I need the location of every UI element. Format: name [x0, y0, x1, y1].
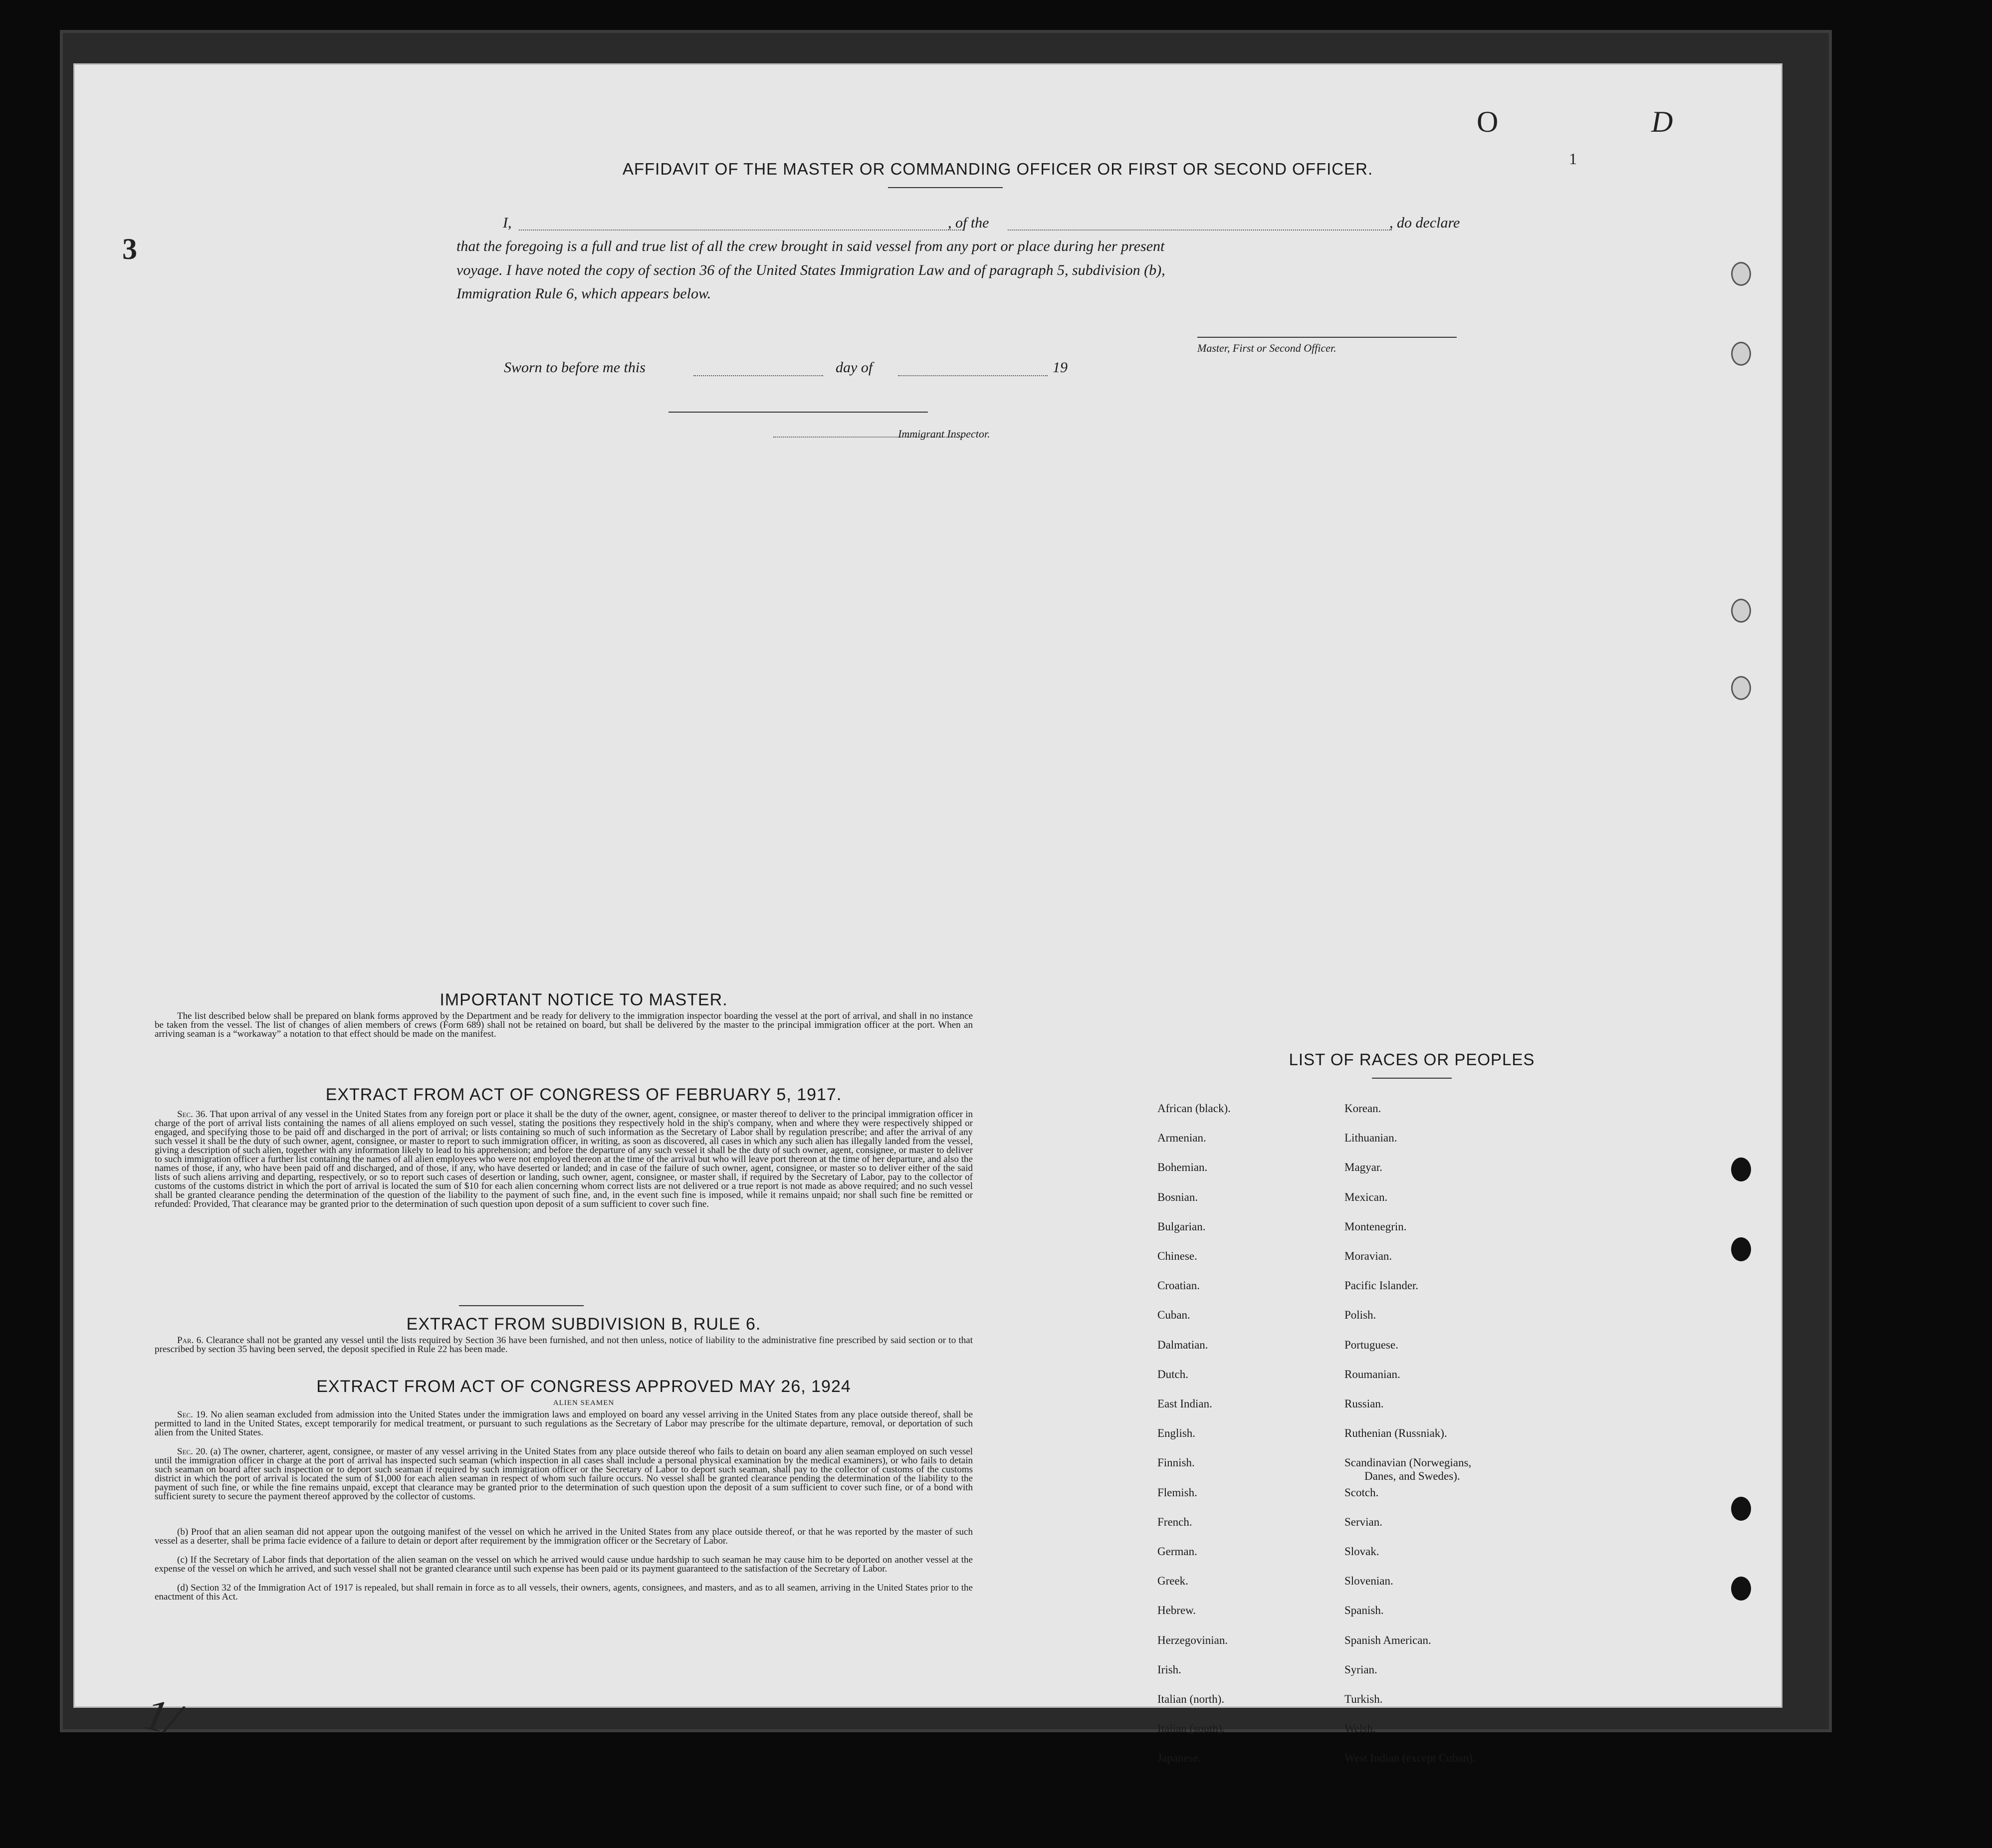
sec-20b-text: (b) Proof that an alien seaman did not appear upon the outgoing manifest of the vessel on which he arrived in the United States from any place outside thereof, or that he was reported by the master of such vessel as a deserter, shall be prima facie evidence of a failure to detain or deport after requirement by the immigration officer or the Secretary of Labor.: [155, 1527, 973, 1546]
race-label: Bosnian.: [1157, 1190, 1198, 1203]
race-item: [1157, 1426, 1195, 1440]
race-label: Bohemian.: [1157, 1161, 1208, 1174]
race-label: Spanish American.: [1344, 1633, 1431, 1646]
race-item: [1344, 1338, 1398, 1352]
race-item: [1344, 1426, 1447, 1440]
race-item: [1157, 1397, 1212, 1410]
race-label: Croatian.: [1157, 1279, 1200, 1292]
race-label: Magyar.: [1344, 1161, 1383, 1174]
race-label: Montenegrin.: [1344, 1220, 1407, 1233]
sec-20-label: Sec. 20.: [177, 1446, 208, 1457]
race-label: West Indian (except Cuban).: [1344, 1752, 1476, 1765]
par-6-text: Clearance shall not be granted any vessel until the lists required by Section 36 have been furnished, and not then unless, notice of liability to the administrative fine prescribed by said section or to that prescribed by section 35 having been served, the deposit specified in Rule 22 has been made.: [155, 1335, 973, 1355]
race-item: [1157, 1545, 1197, 1558]
race-label: Korean.: [1344, 1102, 1381, 1115]
subdivision-b-title: EXTRACT FROM SUBDIVISION B, RULE 6.: [406, 1315, 761, 1334]
sec-20c-text: (c) If the Secretary of Labor finds that deportation of the alien seaman on the vessel on which he arrived would cause undue hardship to such seaman he may cause him to be deported on another vessel at the expense of the vessel on which he arrived, and such vessel shall not be granted clearance until such expense has been paid or its payment guaranteed to the satisfaction of the Secretary of Labor.: [155, 1555, 973, 1574]
race-label: Italian (north).: [1157, 1693, 1225, 1705]
par-6-label: Par. 6.: [177, 1335, 204, 1346]
race-label: Roumanian.: [1344, 1368, 1400, 1381]
race-item: [1157, 1368, 1188, 1381]
race-label: Italian (south).: [1157, 1722, 1225, 1735]
race-label: English.: [1157, 1427, 1196, 1440]
race-label: Dutch.: [1157, 1368, 1188, 1381]
race-item: [1344, 1486, 1378, 1499]
race-item: [1344, 1515, 1382, 1529]
affidavit-line-1-start: I,: [503, 215, 512, 231]
race-item: [1157, 1160, 1207, 1174]
signature-label: Master, First or Second Officer.: [1197, 342, 1336, 354]
sworn-start: Sworn to before me this: [504, 359, 646, 376]
race-label: Scandinavian (Norwegians,: [1344, 1456, 1472, 1469]
race-label: Greek.: [1157, 1575, 1188, 1588]
race-label: Pacific Islander.: [1344, 1279, 1419, 1292]
binder-hole: [1731, 676, 1751, 700]
race-item: [1157, 1515, 1192, 1529]
race-label: Finnish.: [1157, 1456, 1195, 1469]
race-label: Cuban.: [1157, 1309, 1190, 1322]
race-item: [1344, 1604, 1384, 1617]
race-item: [1157, 1486, 1197, 1499]
races-title: LIST OF RACES OR PEOPLES: [1289, 1050, 1535, 1069]
affidavit-line-1-end: , do declare: [1389, 215, 1460, 231]
race-item: [1157, 1456, 1195, 1469]
sec-19-text: [155, 1410, 973, 1437]
race-item: [1344, 1190, 1387, 1204]
sworn-month-line: [898, 375, 1048, 376]
race-label: Moravian.: [1344, 1250, 1392, 1262]
race-item: [1157, 1338, 1208, 1352]
race-item: [1157, 1722, 1225, 1735]
race-item: [1344, 1722, 1376, 1735]
sec-19-body: No alien seaman excluded from admission into the United States under the immigration laws and employed on board any vessel arriving in the United States from any place outside thereof, shall be permitted to land in the United States, except temporarily for medical treatment, or pursuant to such regulations as the Secretary of Labor may prescribe for the ultimate departure, removal, or deportation of such alien from the United States.: [155, 1409, 973, 1438]
notice-title: IMPORTANT NOTICE TO MASTER.: [440, 990, 728, 1009]
inspector-label: Immigrant Inspector.: [898, 428, 990, 440]
race-item: [1344, 1220, 1407, 1233]
race-item: [1157, 1751, 1201, 1765]
sec-20a-body: (a) The owner, charterer, agent, consignee, or master of any vessel arriving in the United States from any place outside thereof who fails to detain on board any alien seaman employed on such vessel until the immigration officer in charge at the port of arrival has inspected such seaman (which inspection in all cases shall include a personal physical examination by the medical examiners), or who fails to detain such seaman on board after such inspection or to deport such seaman if required by such immigration officer or the Secretary of Labor to deport such seaman, shall pay to the collector of customs of the customs district in which the port of arrival is located the sum of $1,000 for each alien seaman in respect of whom such failure occurs. No vessel shall be granted clearance pending the determination of the liability to the payment of such fine, or while the fine remains unpaid, except that clearance may be granted prior to the determination of such question upon the deposit of a sum sufficient to cover such fine, or of a bond with sufficient surety to secure the payment thereof approved by the collector of customs.: [155, 1446, 973, 1502]
race-item: [1157, 1633, 1228, 1647]
race-label: Servian.: [1344, 1515, 1383, 1528]
affidavit-title: AFFIDAVIT OF THE MASTER OR COMMANDING OFFICER OR FIRST OR SECOND OFFICER.: [622, 160, 1373, 178]
race-label: Mexican.: [1344, 1190, 1388, 1203]
sec-20a-text: [155, 1447, 973, 1501]
race-item: [1157, 1279, 1200, 1292]
race-label: Slovak.: [1344, 1545, 1379, 1558]
binder-hole: [1731, 1577, 1751, 1601]
extract-1917-title: EXTRACT FROM ACT OF CONGRESS OF FEBRUARY 5, 1917.: [325, 1085, 842, 1104]
extract-1917-text: [155, 1110, 973, 1209]
race-label: French.: [1157, 1515, 1192, 1528]
affidavit-line-2: that the foregoing is a full and true list of all the crew brought in said vessel from any port or place during her present: [456, 238, 1165, 254]
sec-20d-text: (d) Section 32 of the Immigration Act of 1917 is repealed, but shall remain in force as to all vessels, their owners, agents, consignees, and masters, and as to all seamen, arriving in the United States prior to the enactment of this Act.: [155, 1583, 973, 1602]
sworn-day-line: [693, 375, 823, 376]
race-item: [1157, 1663, 1181, 1676]
race-item: [1157, 1190, 1198, 1204]
race-item: [1157, 1102, 1231, 1115]
race-label: Welsh.: [1344, 1722, 1376, 1735]
right-margin-mark: 1: [1569, 150, 1577, 168]
affidavit-line-3: voyage. I have noted the copy of section 36 of the United States Immigration Law and of paragraph 5, subdivision (b),: [456, 262, 1165, 278]
race-item: [1344, 1692, 1383, 1706]
name-field-line: [519, 230, 963, 231]
race-item: [1344, 1751, 1476, 1765]
race-label-continuation: Danes, and Swedes).: [1364, 1470, 1460, 1483]
race-item: [1157, 1692, 1224, 1706]
inspector-signature-line: [668, 412, 928, 413]
sworn-year: 19: [1053, 359, 1068, 376]
race-label: Scotch.: [1344, 1486, 1379, 1499]
affidavit-line-1-mid: , of the: [948, 215, 989, 231]
title-underline: [888, 187, 1003, 188]
top-letter-mark: D: [1651, 105, 1673, 138]
race-label: German.: [1157, 1545, 1197, 1558]
sec-36-label: Sec. 36.: [177, 1109, 208, 1120]
race-item: [1344, 1131, 1397, 1145]
race-label: Lithuanian.: [1344, 1132, 1397, 1145]
binder-hole: [1731, 342, 1751, 366]
race-label: East Indian.: [1157, 1397, 1212, 1410]
race-label: Chinese.: [1157, 1250, 1197, 1262]
race-item: [1157, 1249, 1197, 1263]
sec-19-label: Sec. 19.: [177, 1409, 208, 1420]
sworn-day-of: day of: [836, 359, 873, 376]
signature-line: [1197, 337, 1457, 338]
binder-hole: [1731, 599, 1751, 623]
sec-36-text: That upon arrival of any vessel in the United States from any foreign port or place it shall be the duty of the owner, agent, consignee, or master thereof to deliver to the principal immigration officer in charge of the port of arrival lists containing the names of all aliens employed on such vessel, stating the positions they respectively hold in the ship's company, when and where they were respectively shipped or engaged, and specifying those to be paid off and discharged in the port of arrival; or lists containing so much of such information as the Secretary of Labor shall by regulation prescribe; and after the arrival of any such vessel it shall be the duty of such owner, agent, consignee, or master to report to such immigration officer, in writing, as soon as discovered, all cases in which any such alien has illegally landed from the vessel, giving a description of such alien, together with any information likely to lead to his apprehension; and before the departure of any such vessel it shall be the duty of such owner, agent, consignee, or master to deliver to such immigration officer a further list containing the names of all alien employees who were not employed thereon at the time of the arrival but who will leave port thereon at the time of her departure, and also the names of those, if any, who have been paid off and discharged, and of those, if any, who have deserted or landed; and in case of the failure of such owner, agent, consignee, or master so to deliver either of the said lists of such aliens arriving and departing, respectively, or so to report such cases of desertion or landing, such owner, agent, consignee, or master shall, if required by the Secretary of Labor, pay to the collector of customs of the customs district in which the port of arrival is located the sum of $10 for each alien concerning whom correct lists are not delivered or a true report is not made as above required; and no such vessel shall be granted clearance pending the determination of the question of the liability to the payment of such fine, and, in the event such fine is imposed, while it remains unpaid; nor shall such fine be remitted or refunded: Provided, That clearance may be granted prior to the determination of such question upon deposit of a sum sufficient to cover such fine.: [155, 1109, 973, 1209]
race-label: Spanish.: [1344, 1604, 1384, 1617]
binder-hole: [1731, 1497, 1751, 1521]
race-item: [1344, 1663, 1377, 1676]
race-item: [1344, 1368, 1400, 1381]
race-item: [1344, 1160, 1382, 1174]
race-label: African (black).: [1157, 1102, 1231, 1115]
race-label: Ruthenian (Russniak).: [1344, 1427, 1447, 1440]
race-label: Herzegovinian.: [1157, 1633, 1228, 1646]
document-sheet: [75, 65, 1781, 1765]
race-label: Flemish.: [1157, 1486, 1197, 1499]
race-item: [1157, 1220, 1205, 1233]
race-item: [1344, 1279, 1418, 1292]
race-item: [1344, 1102, 1381, 1115]
section-divider: [459, 1305, 584, 1306]
race-label: Dalmatian.: [1157, 1338, 1208, 1351]
race-item: [1344, 1633, 1431, 1647]
race-item: [1344, 1308, 1376, 1322]
race-item: [1157, 1574, 1188, 1588]
race-label: Russian.: [1344, 1397, 1384, 1410]
race-item: [1344, 1574, 1393, 1588]
race-item: [1344, 1456, 1471, 1483]
top-circle-mark: O: [1477, 105, 1499, 138]
bottom-handwritten-mark: 1/: [140, 1689, 185, 1745]
race-item: [1157, 1131, 1206, 1145]
binder-hole: [1731, 1237, 1751, 1261]
race-label: Portuguese.: [1344, 1338, 1398, 1351]
race-label: Syrian.: [1344, 1663, 1377, 1676]
race-item: [1344, 1249, 1392, 1263]
race-label: Irish.: [1157, 1663, 1181, 1676]
affidavit-line-4: Immigration Rule 6, which appears below.: [456, 285, 711, 302]
race-item: [1157, 1308, 1190, 1322]
subdivision-b-text: [155, 1336, 973, 1354]
race-item: [1344, 1397, 1384, 1410]
extract-1924-title: EXTRACT FROM ACT OF CONGRESS APPROVED MAY 26, 1924: [316, 1377, 851, 1396]
race-item: [1344, 1545, 1379, 1558]
race-label: Armenian.: [1157, 1132, 1206, 1145]
races-title-underline: [1372, 1078, 1452, 1079]
race-label: Hebrew.: [1157, 1604, 1196, 1617]
binder-hole: [1731, 1157, 1751, 1181]
notice-text: The list described below shall be prepared on blank forms approved by the Department and be ready for delivery to the immigration inspector boarding the vessel at the port of arrival, and shall in no instance be taken from the vessel. The list of changes of alien members of crews (Form 689) shall not be retained on board, but shall be delivered by the master to the principal immigration officer at the port. When an arriving seaman is a “workaway” a notation to that effect should be made on the manifest.: [155, 1011, 973, 1039]
race-item: [1157, 1604, 1196, 1617]
race-label: Slovenian.: [1344, 1575, 1393, 1588]
race-label: Japanese.: [1157, 1752, 1201, 1765]
race-label: Bulgarian.: [1157, 1220, 1206, 1233]
alien-seamen-subtitle: ALIEN SEAMEN: [553, 1399, 615, 1407]
race-label: Polish.: [1344, 1309, 1376, 1322]
vessel-field-line: [1008, 230, 1392, 231]
binder-hole: [1731, 262, 1751, 286]
race-label: Turkish.: [1344, 1693, 1383, 1705]
left-margin-number: 3: [122, 232, 137, 265]
